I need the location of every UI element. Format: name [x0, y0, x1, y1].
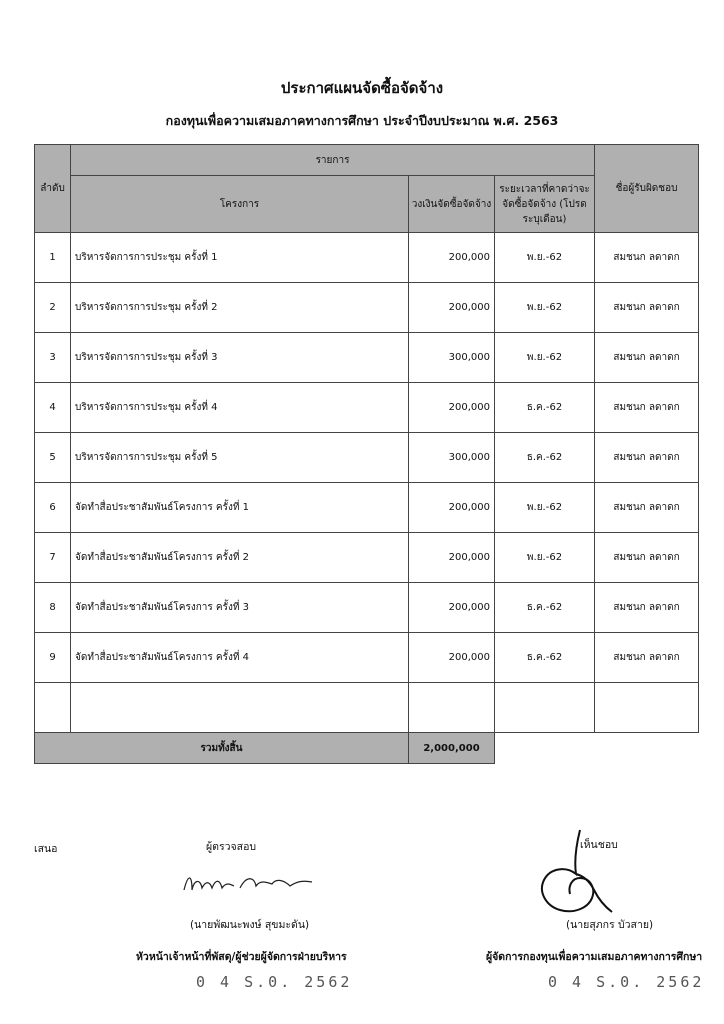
cell-amount: 200,000 — [409, 283, 495, 333]
cell-responsible: สมชนก ลดาดก — [595, 433, 699, 483]
cell-no: 7 — [35, 533, 71, 583]
cell-project: จัดทำสื่อประชาสัมพันธ์โครงการ ครั้งที่ 4 — [71, 633, 409, 683]
cell-period: ธ.ค.-62 — [495, 433, 595, 483]
table-row — [35, 333, 699, 383]
table-row — [35, 483, 699, 533]
table-row — [35, 433, 699, 483]
table-row — [35, 633, 699, 683]
page-title: ประกาศแผนจัดซื้อจัดจ้าง — [280, 79, 444, 97]
cell-project: จัดทำสื่อประชาสัมพันธ์โครงการ ครั้งที่ 2 — [71, 533, 409, 583]
column-header-period: ระยะเวลาที่คาดว่าจะจัดซื้อจัดจ้าง (โปรดระบุเดือน) — [495, 176, 595, 233]
cell-empty — [495, 683, 595, 733]
total-row — [35, 733, 699, 764]
column-group-header-items: รายการ — [71, 145, 595, 176]
cell-amount: 200,000 — [409, 533, 495, 583]
propose-label: เสนอ — [34, 843, 58, 855]
cell-responsible: สมชนก ลดาดก — [595, 583, 699, 633]
cell-project: บริหารจัดการการประชุม ครั้งที่ 3 — [71, 333, 409, 383]
table-row — [35, 383, 699, 433]
cell-no: 2 — [35, 283, 71, 333]
reviewer-label: ผู้ตรวจสอบ — [206, 841, 257, 853]
cell-empty — [595, 683, 699, 733]
cell-amount: 200,000 — [409, 383, 495, 433]
approve-label: เห็นชอบ — [580, 839, 618, 851]
procurement-plan-table — [34, 144, 699, 764]
cell-amount: 200,000 — [409, 233, 495, 283]
column-header-project: โครงการ — [71, 176, 409, 233]
table-row — [35, 533, 699, 583]
cell-amount: 200,000 — [409, 583, 495, 633]
cell-period: ธ.ค.-62 — [495, 633, 595, 683]
cell-period: ธ.ค.-62 — [495, 383, 595, 433]
table-row — [35, 283, 699, 333]
cell-responsible: สมชนก ลดาดก — [595, 483, 699, 533]
approver-date-stamp: 0 4 S.0. 2562 — [548, 973, 705, 991]
cell-no: 3 — [35, 333, 71, 383]
cell-project: จัดทำสื่อประชาสัมพันธ์โครงการ ครั้งที่ 1 — [71, 483, 409, 533]
approver-signature — [528, 826, 618, 921]
column-header-no: ลำดับ — [35, 145, 71, 233]
reviewer-date-stamp: 0 4 S.0. 2562 — [196, 973, 353, 991]
cell-period: พ.ย.-62 — [495, 533, 595, 583]
cell-period: พ.ย.-62 — [495, 483, 595, 533]
approver-name: (นายสุภกร บัวสาย) — [566, 919, 654, 931]
column-header-amount: วงเงินจัดซื้อจัดจ้าง — [409, 176, 495, 233]
cell-period: พ.ย.-62 — [495, 233, 595, 283]
cell-project: บริหารจัดการการประชุม ครั้งที่ 2 — [71, 283, 409, 333]
cell-responsible: สมชนก ลดาดก — [595, 633, 699, 683]
cell-responsible: สมชนก ลดาดก — [595, 533, 699, 583]
cell-amount: 200,000 — [409, 483, 495, 533]
cell-empty — [409, 683, 495, 733]
cell-responsible: สมชนก ลดาดก — [595, 283, 699, 333]
cell-responsible: สมชนก ลดาดก — [595, 233, 699, 283]
total-label: รวมทั้งสิ้น — [35, 733, 409, 764]
cell-no: 4 — [35, 383, 71, 433]
cell-project: บริหารจัดการการประชุม ครั้งที่ 4 — [71, 383, 409, 433]
cell-project: บริหารจัดการการประชุม ครั้งที่ 5 — [71, 433, 409, 483]
column-header-responsible: ชื่อผู้รับผิดชอบ — [595, 145, 699, 233]
cell-responsible: สมชนก ลดาดก — [595, 333, 699, 383]
reviewer-position: หัวหน้าเจ้าหน้าที่พัสดุ/ผู้ช่วยผู้จัดการฝ่ายบริหาร — [136, 951, 347, 963]
cell-project: จัดทำสื่อประชาสัมพันธ์โครงการ ครั้งที่ 3 — [71, 583, 409, 633]
table-row — [35, 583, 699, 633]
total-amount: 2,000,000 — [409, 733, 495, 764]
cell-no: 1 — [35, 233, 71, 283]
cell-project: บริหารจัดการการประชุม ครั้งที่ 1 — [71, 233, 409, 283]
cell-amount: 300,000 — [409, 433, 495, 483]
reviewer-signature — [180, 870, 320, 900]
cell-no: 6 — [35, 483, 71, 533]
cell-empty — [71, 683, 409, 733]
reviewer-name: (นายพัฒนะพงษ์ สุขมะดัน) — [190, 919, 310, 931]
cell-no: 9 — [35, 633, 71, 683]
table-row — [35, 233, 699, 283]
cell-period: พ.ย.-62 — [495, 333, 595, 383]
table-row-empty — [35, 683, 699, 733]
cell-amount: 200,000 — [409, 633, 495, 683]
cell-period: ธ.ค.-62 — [495, 583, 595, 633]
cell-empty — [35, 683, 71, 733]
cell-amount: 300,000 — [409, 333, 495, 383]
page-subtitle: กองทุนเพื่อความเสมอภาคทางการศึกษา ประจำปีงบประมาณ พ.ศ. 2563 — [165, 113, 559, 128]
approver-position: ผู้จัดการกองทุนเพื่อความเสมอภาคทางการศึกษา — [486, 951, 703, 963]
cell-no: 5 — [35, 433, 71, 483]
cell-responsible: สมชนก ลดาดก — [595, 383, 699, 433]
cell-no: 8 — [35, 583, 71, 633]
cell-period: พ.ย.-62 — [495, 283, 595, 333]
